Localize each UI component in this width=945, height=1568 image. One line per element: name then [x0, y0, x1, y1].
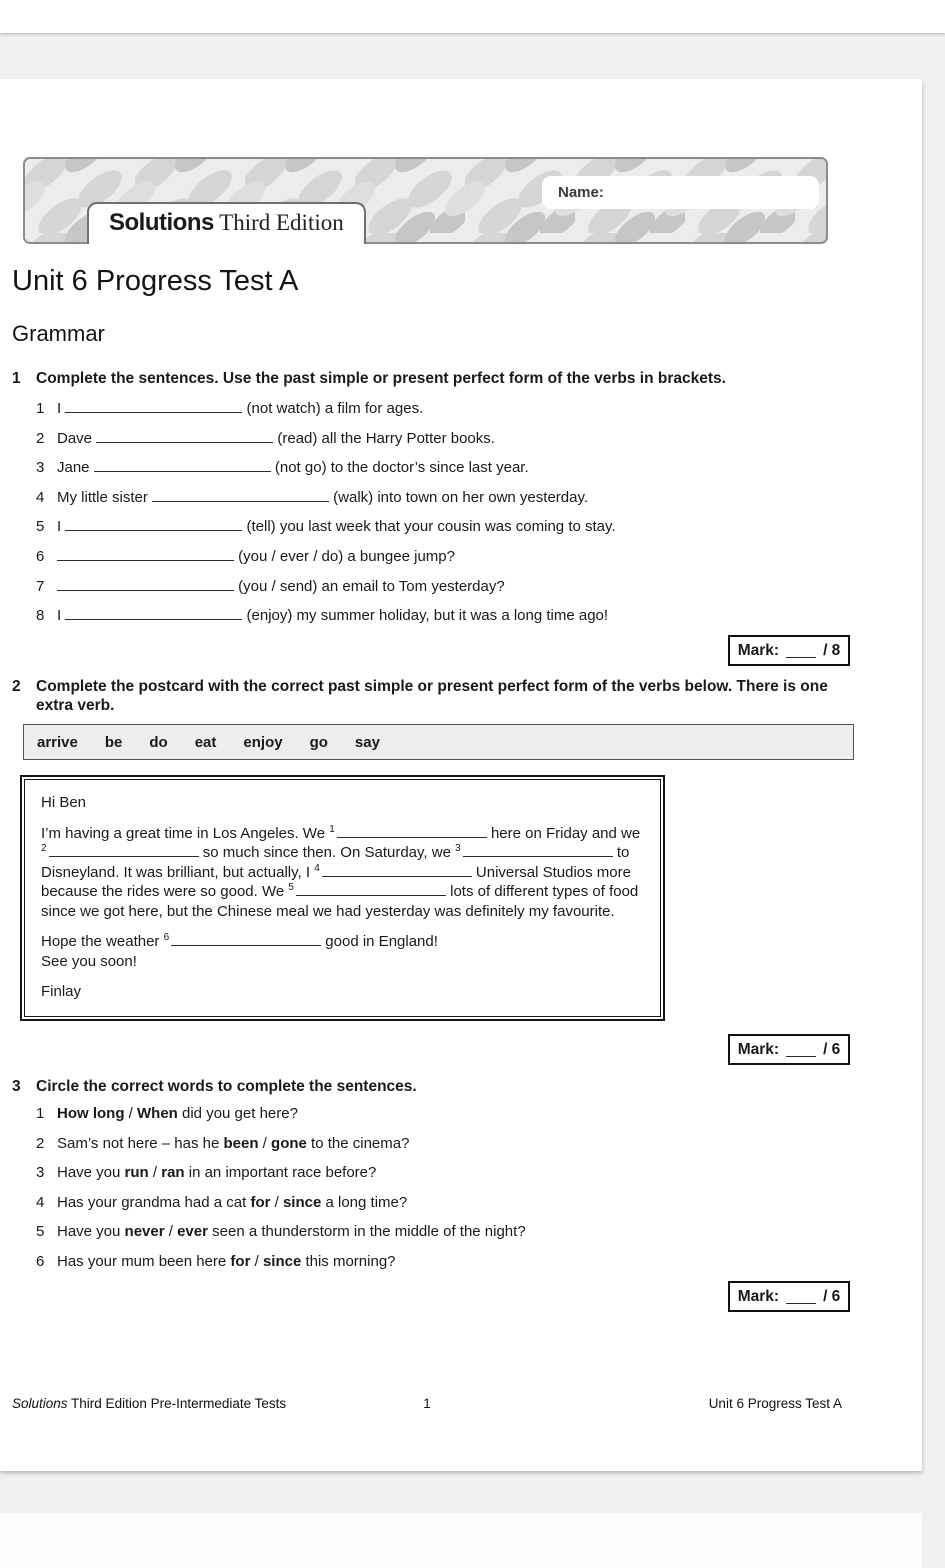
- page-footer: [12, 1396, 842, 1411]
- mark-box-ex2: [728, 1034, 850, 1065]
- answer-blank: [57, 577, 234, 591]
- exercise-item: [36, 488, 896, 518]
- item-text: (you / ever / do) a bungee jump?: [57, 547, 896, 566]
- exercise-item: [36, 577, 896, 607]
- item-text: I (not watch) a film for ages.: [57, 400, 424, 417]
- item-number: 7: [36, 577, 45, 595]
- word-bank-item: enjoy: [243, 733, 283, 751]
- document-page: [0, 79, 922, 1471]
- exercise2-heading: [12, 677, 850, 715]
- word-bank-item: do: [149, 733, 168, 751]
- brand-logo: [87, 202, 366, 244]
- item-number: 4: [36, 1193, 45, 1211]
- exercise-number: 3: [12, 1078, 21, 1095]
- footer-left-rest: Third Edition Pre-Intermediate Tests: [67, 1396, 287, 1411]
- mark-box-ex3: [728, 1281, 850, 1312]
- brand-edition: Third Edition: [213, 210, 344, 235]
- item-number: 6: [36, 547, 45, 565]
- postcard-closing: See you soon!: [41, 952, 137, 970]
- answer-blank: [337, 824, 487, 838]
- previous-page-edge: [0, 0, 945, 33]
- exercise-item: [36, 1163, 896, 1193]
- exercise3-heading: [12, 1077, 872, 1096]
- name-label: Name:: [558, 184, 604, 201]
- mark-label: Mark:: [737, 1040, 780, 1058]
- item-text: Has your mum been here for / since this morning?: [57, 1252, 396, 1270]
- item-text: My little sister (walk) into town on her own yesterday.: [57, 488, 589, 506]
- mark-total: / 6: [823, 1040, 841, 1058]
- exercise-item: [36, 517, 896, 547]
- item-number: 3: [36, 459, 45, 477]
- item-number: 1: [36, 1105, 45, 1122]
- postcard-paragraph: I’m having a great time in Los Angeles. We $^1$ here on Friday and we $^2$ so much since then. On Saturday, we $^3$ to Disneyland. It was brilliant, but actually, I $^4$ Universal Studios more because the rides were so good. We $^5$ lots of different types of food since we got here, but the Chinese meal we had yesterday was definitely my favourite.: [41, 823, 641, 920]
- exercise-item: [36, 547, 896, 577]
- answer-blank: [65, 399, 242, 413]
- item-number: 5: [36, 518, 45, 536]
- answer-blank: [171, 932, 321, 946]
- exercise-item: [36, 458, 896, 488]
- brand-name: Solutions: [109, 209, 214, 236]
- answer-blank: [296, 882, 446, 896]
- answer-blank: [152, 488, 329, 502]
- exercise-item: [36, 1193, 896, 1223]
- item-text: How long / When did you get here?: [57, 1105, 298, 1122]
- item-number: 4: [36, 488, 45, 506]
- word-bank-item: arrive: [37, 733, 78, 751]
- mark-label: Mark:: [737, 641, 780, 659]
- item-number: 2: [36, 429, 45, 447]
- item-text: Has your grandma had a cat for / since a long time?: [57, 1193, 408, 1211]
- word-bank-item: go: [309, 733, 328, 751]
- item-text: I (tell) you last week that your cousin was coming to stay.: [57, 518, 616, 536]
- item-text: Dave (read) all the Harry Potter books.: [57, 429, 495, 447]
- word-bank-item: eat: [194, 733, 217, 751]
- answer-blank: [65, 606, 242, 620]
- ex3-items: [36, 1104, 896, 1282]
- item-text: Sam’s not here – has he been / gone to the cinema?: [57, 1134, 410, 1152]
- exercise-instruction: Complete the postcard with the correct past simple or present perfect form of the verbs below. There is one extra verb.: [36, 678, 828, 714]
- mark-label: Mark:: [737, 1287, 780, 1305]
- postcard-greeting: Hi Ben: [41, 794, 87, 811]
- exercise-number: 2: [12, 678, 21, 695]
- postcard-paragraph: Hope the weather $^6$ good in England!: [41, 932, 438, 950]
- answer-blank: [96, 429, 273, 443]
- item-number: 1: [36, 400, 45, 417]
- answer-blank: [57, 547, 234, 561]
- postcard-body: [24, 779, 661, 1017]
- answer-blank: [322, 863, 472, 877]
- exercise-item: [36, 1104, 896, 1134]
- mark-total: / 6: [823, 1287, 841, 1305]
- footer-left: [12, 1396, 305, 1411]
- footer-right: Unit 6 Progress Test A: [708, 1396, 842, 1411]
- mark-blank: [786, 1290, 816, 1304]
- name-field: [542, 176, 819, 209]
- mark-blank: [786, 644, 816, 658]
- exercise-item: [36, 429, 896, 459]
- section-heading-grammar: Grammar: [12, 321, 105, 346]
- brand-banner: [23, 157, 828, 244]
- answer-blank: [65, 517, 242, 531]
- postcard-signature: Finlay: [41, 983, 82, 1000]
- item-text: I (enjoy) my summer holiday, but it was a long time ago!: [57, 607, 609, 625]
- postcard: [20, 775, 665, 1021]
- answer-blank: [49, 843, 199, 857]
- item-text: Have you never / ever seen a thunderstorm in the middle of the night?: [57, 1223, 526, 1241]
- item-text: (you / send) an email to Tom yesterday?: [57, 577, 896, 596]
- item-number: 5: [36, 1223, 45, 1241]
- mark-box-ex1: [728, 635, 850, 666]
- item-number: 3: [36, 1164, 45, 1182]
- exercise-item: [36, 1222, 896, 1252]
- word-bank-item: say: [354, 733, 380, 751]
- item-text: Have you run / ran in an important race before?: [57, 1164, 377, 1182]
- exercise1-heading: [12, 369, 882, 388]
- word-bank-item: be: [104, 733, 123, 751]
- mark-total: / 8: [823, 641, 841, 659]
- next-page-edge: [0, 1513, 922, 1568]
- mark-blank: [786, 1043, 816, 1057]
- item-number: 6: [36, 1252, 45, 1270]
- exercise-item: [36, 399, 896, 429]
- exercise-item: [36, 606, 896, 636]
- ex1-items: [36, 399, 896, 636]
- exercise-item: [36, 1252, 896, 1282]
- word-bank: [23, 724, 854, 760]
- footer-page-number: 1: [423, 1396, 431, 1411]
- page-title: Unit 6 Progress Test A: [12, 265, 299, 297]
- item-text: Jane (not go) to the doctor’s since last year.: [57, 459, 529, 477]
- item-number: 2: [36, 1134, 45, 1152]
- footer-brand-italic: Solutions: [12, 1396, 68, 1411]
- answer-blank: [463, 843, 613, 857]
- exercise-instruction: Complete the sentences. Use the past simple or present perfect form of the verbs in brackets.: [36, 370, 726, 387]
- answer-blank: [94, 458, 271, 472]
- postcard-paragraphs: [41, 824, 644, 952]
- exercise-number: 1: [12, 370, 21, 387]
- item-number: 8: [36, 607, 45, 625]
- exercise-item: [36, 1134, 896, 1164]
- exercise-instruction: Circle the correct words to complete the sentences.: [36, 1078, 417, 1095]
